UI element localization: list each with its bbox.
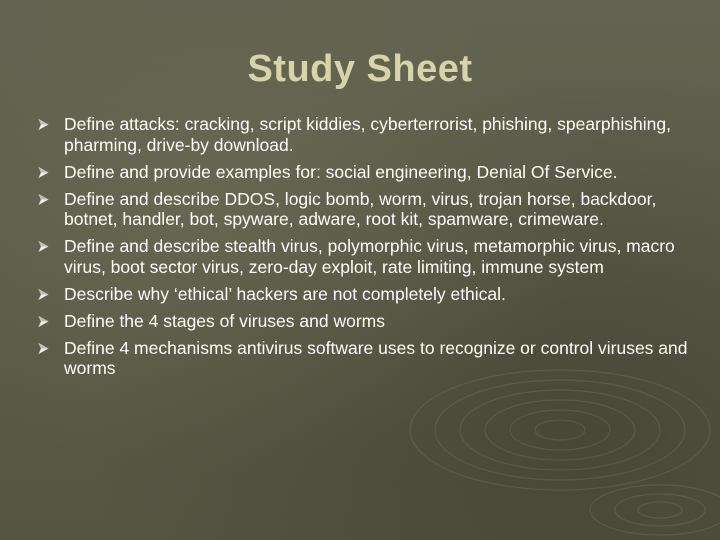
arrowhead-bullet-icon xyxy=(38,316,49,327)
bullet-text: Define the 4 stages of viruses and worms xyxy=(64,310,385,331)
bullet-list xyxy=(38,114,688,385)
bullet-text: Define attacks: cracking, script kiddies, cyberterrorist, phishing, spearphishing, pharming, drive-by download. xyxy=(64,114,671,155)
bullet-text: Define and describe DDOS, logic bomb, worm, virus, trojan horse, backdoor, botnet, handler, bot, spyware, adware, root kit, spamware, crimeware. xyxy=(64,188,657,230)
arrowhead-bullet-icon xyxy=(38,167,49,178)
arrowhead-bullet-icon xyxy=(38,119,49,130)
list-item xyxy=(38,189,688,230)
list-item xyxy=(38,114,688,155)
list-item xyxy=(38,338,688,379)
slide-title: Study Sheet xyxy=(247,48,473,90)
list-item xyxy=(38,311,688,332)
arrowhead-bullet-icon xyxy=(38,289,49,300)
list-item xyxy=(38,284,688,305)
bullet-text: Define and describe stealth virus, polymorphic virus, metamorphic virus, macro virus, boot sector virus, zero-day exploit, rate limiting, immune system xyxy=(64,236,675,277)
list-item xyxy=(38,162,688,183)
arrowhead-bullet-icon xyxy=(38,241,49,252)
list-item xyxy=(38,236,688,277)
arrowhead-bullet-icon xyxy=(38,194,49,205)
bullet-text: Define and provide examples for: social engineering, Denial Of Service. xyxy=(64,161,618,182)
bullet-text: Describe why ‘ethical’ hackers are not completely ethical. xyxy=(64,283,506,304)
bullet-text: Define 4 mechanisms antivirus software uses to recognize or control viruses and worms xyxy=(64,337,688,379)
arrowhead-bullet-icon xyxy=(38,343,49,354)
